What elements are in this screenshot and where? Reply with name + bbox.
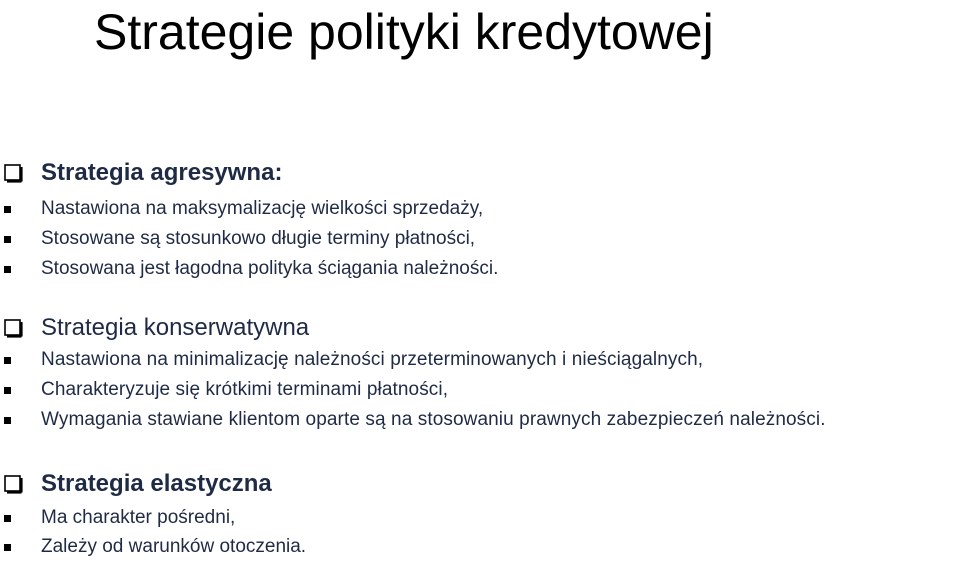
section-heading-text: Strategia agresywna:	[41, 159, 283, 186]
list-item	[0, 505, 235, 531]
list-item	[0, 377, 448, 403]
section-heading-text: Strategia konserwatywna	[41, 314, 310, 341]
section-heading-aggressive	[0, 158, 282, 188]
square-bullet-icon	[4, 544, 11, 551]
list-item-text: Stosowana jest łagodna polityka ściągania należności.	[41, 258, 499, 279]
section-heading-conservative	[0, 313, 309, 343]
list-item-text: Nastawiona na maksymalizację wielkości sprzedaży,	[41, 198, 484, 219]
list-item	[0, 226, 475, 252]
checkbox-icon	[4, 319, 23, 338]
square-bullet-icon	[4, 515, 11, 522]
list-item-text: Wymagania stawiane klientom oparte są na stosowaniu prawnych zabezpieczeń należności.	[41, 409, 826, 430]
list-item	[0, 347, 703, 373]
square-bullet-icon	[4, 266, 11, 273]
list-item-text: Nastawiona na minimalizację należności przeterminowanych i nieściągalnych,	[41, 349, 704, 370]
list-item	[0, 256, 498, 282]
square-bullet-icon	[4, 206, 11, 213]
square-bullet-icon	[4, 387, 11, 394]
list-item	[0, 196, 483, 222]
slide-title: Strategie polityki kredytowej	[94, 4, 714, 60]
list-item-text: Zależy od warunków otoczenia.	[41, 536, 307, 557]
section-heading-flexible	[0, 469, 272, 499]
checkbox-icon	[4, 164, 23, 183]
checkbox-icon	[4, 475, 23, 494]
list-item-text: Charakteryzuje się krótkimi terminami płatności,	[41, 379, 449, 400]
square-bullet-icon	[4, 357, 11, 364]
list-item	[0, 407, 826, 433]
list-item-text: Stosowane są stosunkowo długie terminy płatności,	[41, 228, 476, 249]
section-heading-text: Strategia elastyczna	[41, 470, 272, 497]
square-bullet-icon	[4, 417, 11, 424]
list-item-text: Ma charakter pośredni,	[41, 507, 236, 528]
list-item	[0, 534, 306, 560]
square-bullet-icon	[4, 236, 11, 243]
